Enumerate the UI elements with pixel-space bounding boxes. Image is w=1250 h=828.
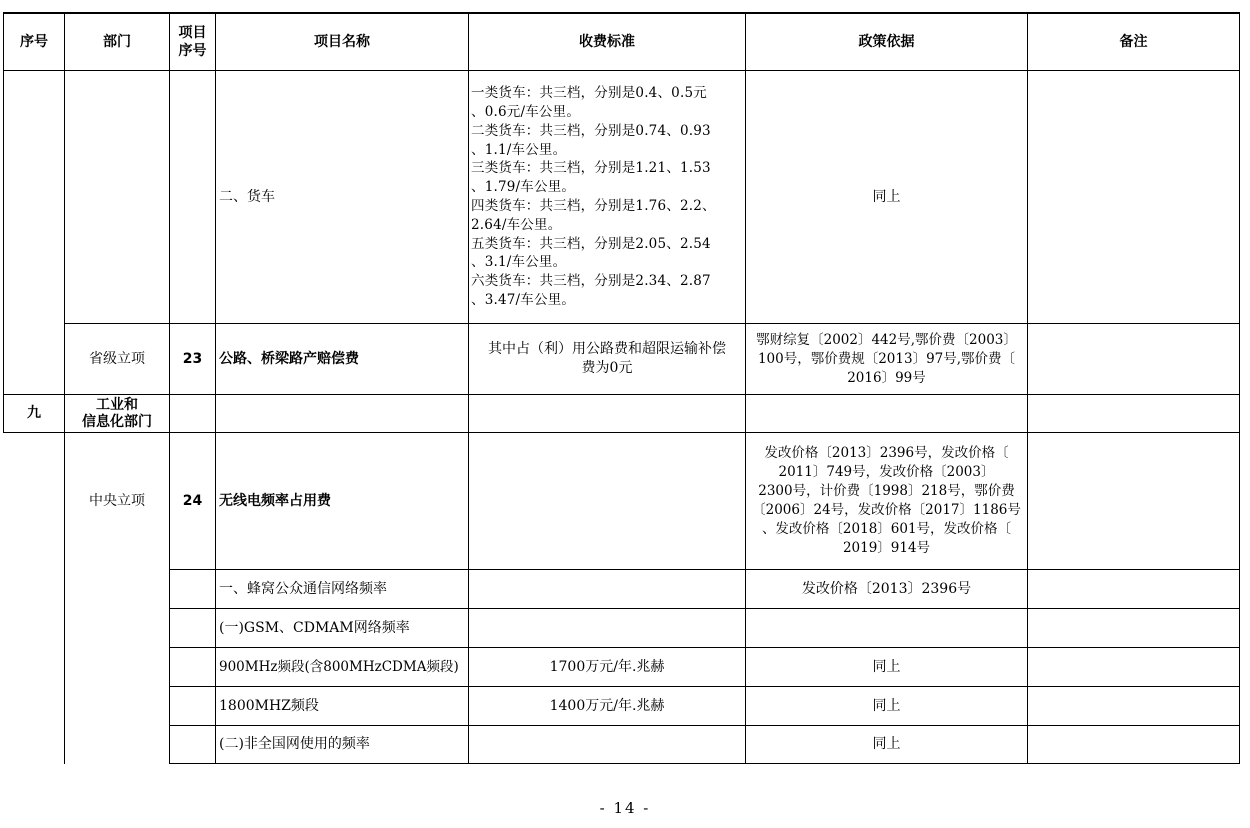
section-dept-line1: 工业和 bbox=[96, 396, 138, 413]
header-item-no bbox=[170, 14, 215, 70]
header-item-name: 项目名称 bbox=[314, 33, 370, 50]
header-policy-basis: 政策依据 bbox=[858, 33, 915, 50]
band1800-item-name: 1800MHZ频段 bbox=[219, 697, 319, 714]
truck-fee-line: 、1.79/车公里。 bbox=[471, 179, 576, 196]
section-dept bbox=[65, 395, 169, 432]
row-rule bbox=[169, 763, 1240, 764]
radio-policy-line: 〔2006〕24号，发改价格〔2017〕1186号 bbox=[752, 502, 1021, 518]
road-fee-line: 其中占（利）用公路费和超限运输补偿 bbox=[488, 341, 726, 357]
truck-fee-line: 一类货车：共三档，分别是0.4、0.5元 bbox=[471, 85, 707, 102]
header-item-no-line1: 项目 bbox=[178, 25, 207, 41]
road-policy-line: 2016〕99号 bbox=[847, 369, 926, 386]
radio-policy-line: 2011〕749号，发改价格〔2003〕 bbox=[778, 464, 995, 480]
band1800-fee: 1400万元/年.兆赫 bbox=[549, 697, 665, 714]
band900-fee: 1700万元/年.兆赫 bbox=[549, 658, 665, 675]
radio-policy-line: 2019〕914号 bbox=[842, 540, 931, 556]
band900-policy: 同上 bbox=[872, 658, 901, 675]
truck-fee-line: 、3.47/车公里。 bbox=[471, 291, 576, 308]
truck-policy: 同上 bbox=[872, 188, 901, 205]
header-fee-standard: 收费标准 bbox=[579, 33, 635, 50]
radio-policy-line: 2300号，计价费〔1998〕218号，鄂价费 bbox=[758, 483, 1015, 499]
radio-policy bbox=[746, 433, 1027, 569]
band900-item-name: 900MHz频段(含800MHzCDMA频段) bbox=[219, 658, 459, 675]
col-rule bbox=[1027, 12, 1028, 764]
truck-fee-line: 三类货车：共三档，分别是1.21、1.53 bbox=[471, 160, 711, 177]
cellular-item-name: 一、蜂窝公众通信网络频率 bbox=[219, 580, 387, 597]
road-item-name: 公路、桥梁路产赔偿费 bbox=[219, 350, 359, 367]
truck-fee-line: 、1.1/车公里。 bbox=[471, 141, 567, 158]
truck-fee-line: 、0.6元/车公里。 bbox=[471, 104, 581, 121]
col-rule bbox=[3, 12, 4, 433]
road-policy-line: 鄂财综复〔2002〕442号,鄂价费〔2003〕 bbox=[756, 331, 1017, 348]
radio-item-number: 24 bbox=[182, 492, 203, 509]
gsm-item-name: (一)GSM、CDMAM网络频率 bbox=[219, 619, 410, 636]
truck-fee-line: 六类货车：共三档，分别是2.34、2.87 bbox=[471, 273, 711, 290]
truck-fee-line: 2.64/车公里。 bbox=[471, 216, 562, 233]
radio-policy-line: 、发改价格〔2018〕601号，发改价格〔 bbox=[761, 521, 1012, 537]
header-item-no-line2: 序号 bbox=[178, 43, 207, 59]
header-dept: 部门 bbox=[103, 33, 131, 50]
page-number: - 14 - bbox=[599, 799, 651, 817]
truck-fee-line: 二类货车：共三档，分别是0.74、0.93 bbox=[471, 122, 711, 139]
radio-policy-line: 发改价格〔2013〕2396号，发改价格〔 bbox=[764, 445, 1009, 461]
cellular-policy: 发改价格〔2013〕2396号 bbox=[801, 580, 972, 597]
road-item-number: 23 bbox=[182, 350, 203, 367]
truck-fee-line: 四类货车：共三档，分别是1.76、2.2、 bbox=[471, 198, 716, 214]
truck-fee-line: 五类货车：共三档，分别是2.05、2.54 bbox=[471, 235, 711, 252]
road-policy bbox=[746, 324, 1027, 394]
truck-fee-standard bbox=[469, 71, 745, 323]
header-remarks: 备注 bbox=[1119, 33, 1148, 50]
radio-dept: 中央立项 bbox=[89, 492, 145, 509]
road-policy-line: 100号，鄂价费规〔2013〕97号,鄂价费〔 bbox=[757, 350, 1016, 367]
radio-item-name: 无线电频率占用费 bbox=[219, 492, 331, 509]
nonnational-item-name: (二)非全国网使用的频率 bbox=[219, 736, 370, 752]
road-fee-line: 费为0元 bbox=[581, 360, 633, 376]
nonnational-policy: 同上 bbox=[872, 736, 901, 752]
truck-item-name: 二、货车 bbox=[219, 188, 275, 205]
road-dept: 省级立项 bbox=[89, 350, 145, 367]
band1800-policy: 同上 bbox=[872, 697, 901, 714]
col-rule bbox=[1239, 12, 1240, 764]
truck-fee-line: 、3.1/车公里。 bbox=[471, 254, 567, 271]
section-seq: 九 bbox=[27, 405, 41, 421]
header-seq: 序号 bbox=[20, 33, 48, 50]
section-dept-line2: 信息化部门 bbox=[82, 413, 152, 430]
road-fee-standard bbox=[469, 324, 745, 394]
row-rule bbox=[3, 394, 1240, 395]
